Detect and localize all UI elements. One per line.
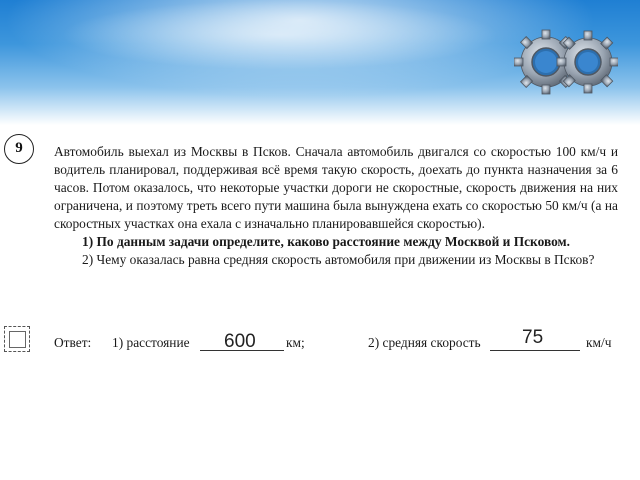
- question-2: 2) Чему оказалась равна средняя скорость автомобиля при движении из Москвы в Псков?: [82, 252, 595, 267]
- problem-paragraph: Автомобиль выехал из Москвы в Псков. Сначала автомобиль двигался со скоростью 100 км/ч и водитель планировал, поддерживая всё время такую скорость, доехать до пункта назначения за 6 часов. Потом оказалось, что некоторые участки дороги не скоростные, скорость движения на них ограничена, и поэтому треть всего пути машина была вынуждена ехать со скоростью 50 км/ч (а на скоростных участках она ехала с изначально планировавшейся скоростью).: [54, 144, 618, 231]
- problem-text: [54, 143, 618, 269]
- answer-line: [54, 334, 634, 356]
- answer-label: Ответ:: [54, 335, 92, 350]
- answer-checkbox[interactable]: [4, 326, 30, 352]
- answer-part1-unit: км;: [286, 335, 305, 350]
- gears-icon: [514, 26, 618, 98]
- answer-part1-label: 1) расстояние: [112, 335, 190, 350]
- header-banner: [0, 0, 640, 125]
- answer-distance-value: 600: [224, 331, 256, 352]
- answer-speed-value: 75: [522, 327, 544, 348]
- question-1: 1) По данным задачи определите, каково расстояние между Москвой и Псковом.: [82, 234, 570, 249]
- answer-part2-unit: км/ч: [586, 335, 612, 350]
- answer-part2-label: 2) средняя скорость: [368, 335, 481, 350]
- task-number: 9: [4, 134, 34, 164]
